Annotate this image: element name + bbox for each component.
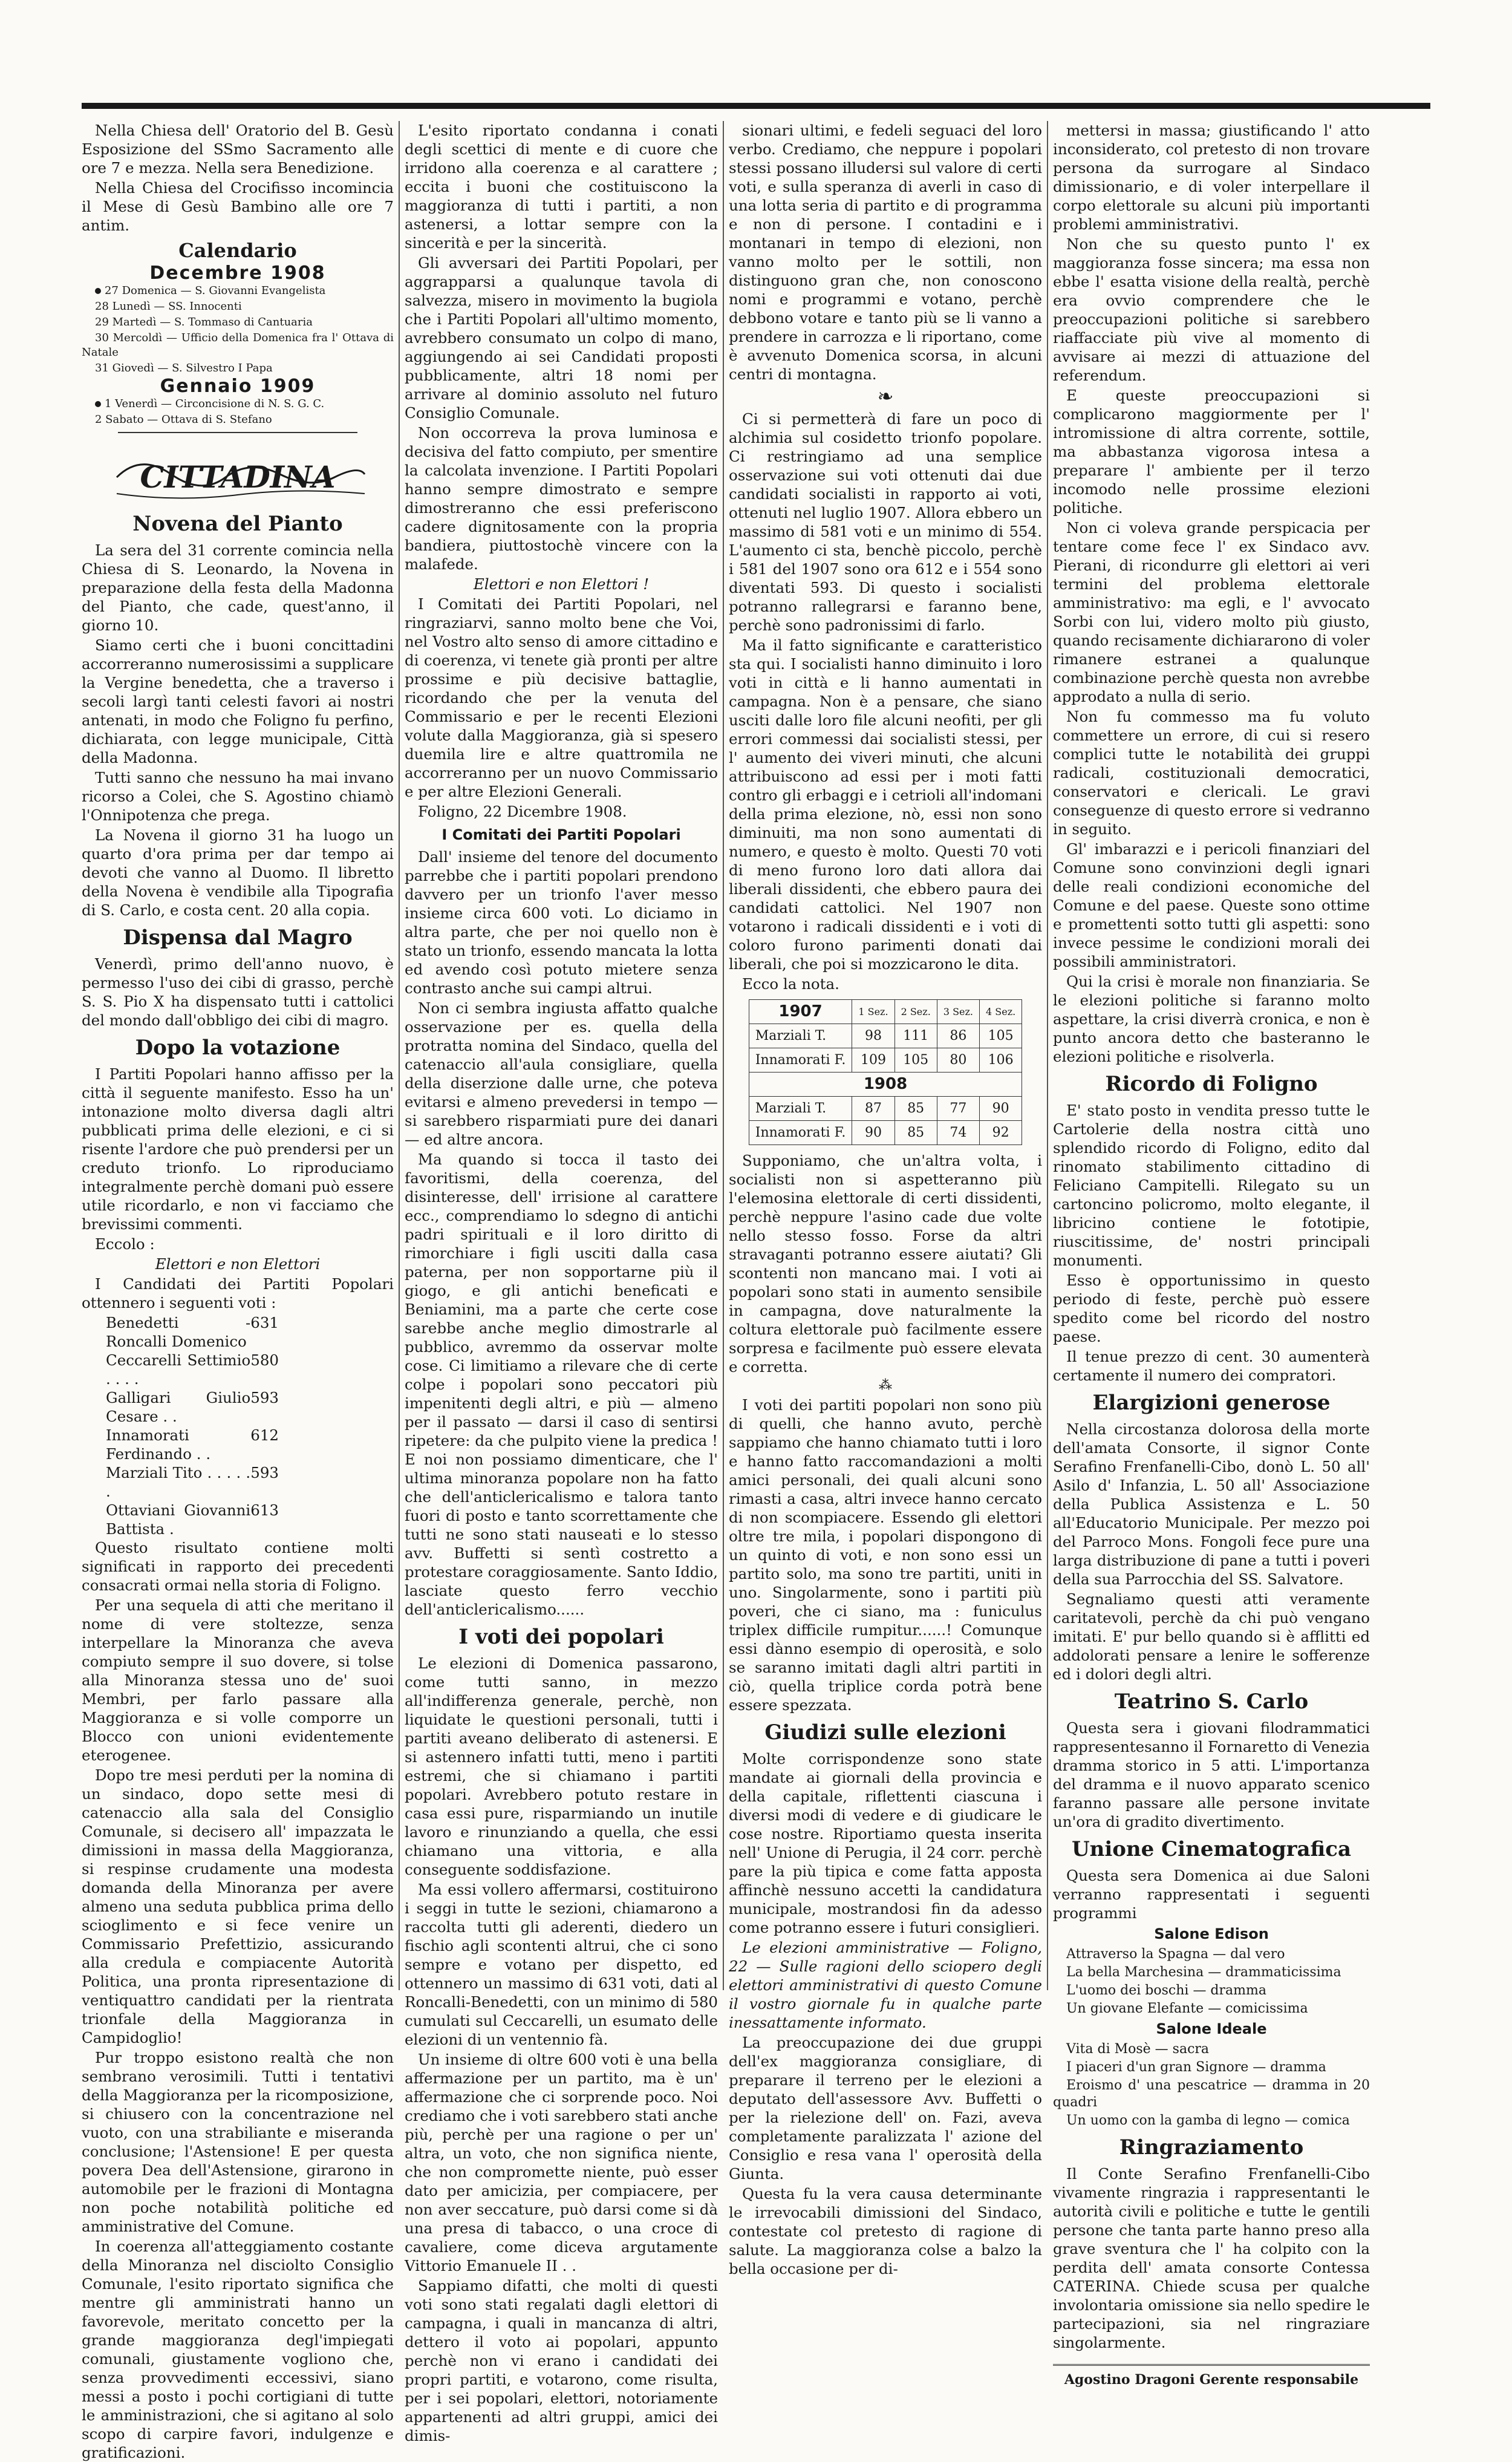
paragraph: I Comitati dei Partiti Popolari, nel ringraziarvi, sanno molto bene che Voi, nel Vostro alto senso di amore cittadino e di coerenza, vi tenete già pronti per altre prossime e più decisive battaglie, ricordando che per la venuta del Commissario e per le recenti Elezioni volute dalla Maggioranza, già si spesero duemila lire e altre quattromila ne accorreranno per un nuovo Commissario e per altre Elezioni Generali.	[405, 595, 718, 800]
program-item: Vita di Mosè — sacra	[1066, 2042, 1210, 2057]
table-row: Innamorati F. 109 105 80 106	[749, 1048, 1022, 1073]
heading-ringraziamento: Ringraziamento	[1119, 2135, 1304, 2160]
paragraph: Nella circostanza dolorosa della morte dell'amata Consorte, il signor Conte Serafino Frenfanelli-Cibo, donò L. 50 all' Asilo d' Infanzia, L. 50 all' Associazione della Publica Assistenza e L. 50 all'Educatorio Municipale. Per mezzo poi del Parroco Mons. Fongoli fece pure una larga distribuzione di pane a tutti i poveri della sua Parrocchia del SS. Salvatore.	[1053, 1420, 1370, 1588]
paragraph: mettersi in massa; giustificando l' atto inconsiderato, col pretesto di non trovare persona da surrogare al Sindaco dimissionario, e di voler interpellare il corpo elettorale su alcuni più importanti problemi amministrativi.	[1053, 122, 1370, 233]
paragraph: Dall' insieme del tenore del documento parrebbe che i partiti popolari prendono davvero per un trionfo l'aver messo insieme circa 600 voti. Lo diciamo in altra parte, che per noi quello non è stato un trionfo, essendo mancata la lotta ed avendo così potuto mietere senza contrasto anche sui campi altrui.	[405, 848, 718, 997]
paragraph: Il tenue prezzo di cent. 30 aumenterà certamente il numero dei compratori.	[1053, 1348, 1370, 1384]
heading-votazione: Dopo la votazione	[135, 1036, 341, 1060]
program-item: L'uomo dei boschi — dramma	[1066, 1983, 1266, 1998]
paragraph: La sera del 31 corrente comincia nella Chiesa di S. Leonardo, la Novena in preparazione della festa della Madonna del Pianto, che cade, quest'anno, il giorno 10.	[82, 541, 394, 634]
calendar-entry: 1 Venerdì — Circoncisione di N. S. G. C.	[82, 397, 394, 411]
paragraph: Non ci voleva grande perspicacia per tentare come fece l' ex Sindaco avv. Pierani, di ricondurre gli elettori ai veri termini del problema elettorale amministrativo: ma egli, e l' avvocato Sorbi con lui, videro molto più giusto, quando recisamente dichiararono di voler rimanere estranei a qualunque combinazione perchè questa non avrebbe approdato a nulla di serio.	[1053, 519, 1370, 705]
paragraph: Venerdì, primo dell'anno nuovo, è permesso l'uso dei cibi di grasso, perchè S. S. Pio X ha dispensato tutti i cattolici del mondo dall'obbligo dei cibi di magro.	[82, 955, 394, 1029]
paragraph: Ci si permetterà di fare un poco di alchimia sul cosidetto trionfo popolare. Ci restringiamo ad una semplice osservazione sui voti ottenuti dai due candidati socialisti in rapporto ai voti, ottenuti nel luglio 1907. Allora ebbero un massimo di 581 voti e un minimo di 554. L'aumento ci sta, benchè piccolo, perchè i 581 del 1907 sono ora 612 e i 554 sono diventati 593. Di questo i socialisti potranno rallegrarsi e faranno bene, perchè sono padronissimi di farlo.	[729, 410, 1042, 634]
paragraph: I voti dei partiti popolari non sono più di quelli, che hanno avuto, perchè sappiamo che hanno chiamato tutti i loro e hanno fatto raccomandazioni a molti amici personali, dei quali alcuni sono rimasti a casa, altri invece hanno cercato di non scompiacere. Essendo gli elettori oltre tre mila, i popolari dispongono di un quinto di voti, e non sono essi un partito solo, ma sono tre partiti, uniti in uno. Singolarmente, sono i partiti più poveri, che ci siano, ma : funiculus triplex difficile rumpitur......! Comunque essi dànno esempio di operosità, e solo se saranno imitati dagli altri partiti in ciò, quella triplice corda potrà bene essere spezzata.	[729, 1396, 1042, 1714]
paragraph: Supponiamo, che un'altra volta, i socialisti non si aspetteranno più l'elemosina elettorale di certi dissidenti, perchè neppure l'asino cade due volte nello stesso fosso. Forse da altri stravaganti potranno essere aiutati? Gli scontenti non mancano mai. I voti ai popolari sono stati in aumento sensibile in campagna, dove naturalmente la coltura elettorale può facilmente essere sorpresa e facilmente può essere elevata e corretta.	[729, 1152, 1042, 1376]
table-header-row	[749, 1000, 1022, 1024]
calendar-entry: 28 Lunedì — SS. Innocenti	[95, 300, 242, 313]
asterism-icon: ⁂	[879, 1378, 892, 1393]
subheading: Elettori e non Elettori !	[473, 575, 650, 593]
calendar-entry: 29 Martedì — S. Tommaso di Cantuaria	[95, 316, 313, 328]
bullet-icon	[95, 401, 101, 407]
candidate-row: Ceccarelli Settimio . . . . 580	[106, 1351, 279, 1388]
paragraph: Tutti sanno che nessuno ha mai invano ricorso a Colei, che S. Agostino chiamò l'Onnipotenza che prega.	[82, 769, 394, 824]
column-4	[1053, 121, 1370, 2388]
subheading: Elettori e non Elettori	[155, 1255, 321, 1273]
paragraph: Gl' imbarazzi e i pericoli finanziari del Comune sono convinzioni degli ignari delle reali condizioni economiche del Comune e del paese. Queste sono ottime e promettenti sotto tutti gli aspetti: sono invece pessime le condizioni morali dei possibili amministratori.	[1053, 840, 1370, 970]
table-year: 1907	[749, 1000, 852, 1024]
top-rule	[82, 103, 1430, 109]
paragraph: Un insieme di oltre 600 voti è una bella affermazione per un partito, ma è un' affermazione che ci sorprende poco. Noi crediamo che i voti sarebbero stati anche più, perchè per una ragione o per un' altra, un voto, che non significa niente, che non compromette niente, può esser dato per amicizia, per compiacere, per non aver seccature, può darsi come si dà una presa di tabacco, o una croce di cavaliere, come diceva argutamente Vittorio Emanuele II . .	[405, 2051, 718, 2274]
bullet-icon	[95, 288, 101, 294]
paragraph: Nella Chiesa dell' Oratorio del B. Gesù Esposizione del SSmo Sacramento alle ore 7 e mezza. Nella sera Benedizione.	[82, 122, 394, 177]
candidate-row: Galligari Giulio Cesare . . 593	[106, 1389, 279, 1425]
paragraph: Ma essi vollero affermarsi, costituirono i seggi in tutte le sezioni, chiamarono a raccolta tutti gli aderenti, diedero un fischio agli scontenti altrui, che ci sono sempre e votano per dispetto, ed ottennero un massimo di 631 voti, dati al Roncalli-Benedetti, con un minimo di 580 cumulati sul Ceccarelli, un esumato delle elezioni di un ventennio fà.	[405, 1881, 718, 2048]
heading-ricordo: Ricordo di Foligno	[1105, 1072, 1318, 1096]
paragraph: Non che su questo punto l' ex maggioranza fosse sincera; ma essa non ebbe l' esatta visione della realtà, perchè era ovvio comprendere che le preoccupazioni politiche si sarebbero riaffacciate più vive al momento di avvisare ai mezzi di attuazione del referendum.	[1053, 235, 1370, 384]
paragraph: sionari ultimi, e fedeli seguaci del loro verbo. Crediamo, che neppure i popolari stessi possano illudersi sul valore di certi voti, e sulla speranza di averli in caso di una lotta seria di partito e di programma e non di persone. I contadini e i montanari in tempo di elezioni, non vanno molto per le sottili, non distinguono gran che, non conoscono nomi e programmi e votano, perchè debbono votare e tanto più se li vanno a prendere in carrozza e li riportano, come è avvenuto Domenica scorsa, in alcuni centri di montagna.	[729, 122, 1042, 383]
heading-voti-popolari: I voti dei popolari	[458, 1625, 664, 1649]
footer-gerente: Agostino Dragoni Gerente responsabile	[1053, 2364, 1370, 2389]
program-item: Un uomo con la gamba di legno — comica	[1066, 2113, 1350, 2128]
calendar-entry: 30 Mercoldì — Ufficio della Domenica fra l' Ottava di Natale	[82, 331, 394, 359]
paragraph: L'esito riportato condanna i conati degli scettici di mente e di cuore che irridono alla coerenza e al carattere ; eccita i buoni che costituiscono la maggioranza di tutti i partiti, a non astenersi, a lottar sempre con la sincerità e per la sincerità.	[405, 122, 718, 252]
heading-magro: Dispensa dal Magro	[123, 926, 353, 950]
program-item: Attraverso la Spagna — dal vero	[1066, 1947, 1285, 1962]
divider	[118, 432, 357, 433]
paragraph: Siamo certi che i buoni concittadini accorreranno numerosissimi a supplicare la Vergine benedetta, che a traverso i secoli largì tanti celesti favori ai nostri antenati, in modo che Foligno fu perfino, dichiarata, con legge municipale, Città della Madonna.	[82, 636, 394, 766]
paragraph: Non occorreva la prova luminosa e decisiva del fatto compiuto, per smentire la calcolata invenzione. I Partiti Popolari hanno sempre dimostrato e sempre dimostreranno che essi preferiscono cadere dignitosamente con la propria bandiera, piuttostochè vincere con la malafede.	[405, 424, 718, 573]
paragraph: Gli avversari dei Partiti Popolari, per aggrapparsi a qualunque tavola di salvezza, misero in movimento la bugiola che i Partiti Popolari all'ultimo momento, avrebbero consumato un colpo di mano, aggiungendo ai sei Candidati proposti pubblicamente, altri 18 nomi per arrivare al dominio assoluto nel futuro Consiglio Comunale.	[405, 254, 718, 422]
candidate-row: Benedetti - Roncalli Domenico 631	[106, 1314, 279, 1350]
calendar-entry: 31 Giovedì — S. Silvestro I Papa	[95, 362, 273, 374]
heading-teatrino: Teatrino S. Carlo	[1114, 1690, 1309, 1714]
paragraph: Le elezioni di Domenica passarono, come tutti sanno, in mezzo all'indifferenza generale, perchè, non liquidate le questioni personali, tutti i partiti aveano deliberato di astenersi. E si astennero infatti tutti, meno i partiti estremi, che si chiamano i partiti popolari. Avrebbero potuto restare in casa essi pure, risparmiando un inutile lavoro e rinunziando a quella, che essi chiamano una vittoria, e alla conseguente soddisfazione.	[405, 1654, 718, 1878]
paragraph: E' stato posto in vendita presso tutte le Cartolerie della nostra città uno splendido ricordo di Foligno, edito dal rinomato stabilimento cittadino di Feliciano Campitelli. Rilegato su un cartoncino policromo, molto elegante, il libricino contiene le fototipie, riuscitissime, de' nostri principali monumenti.	[1053, 1102, 1370, 1269]
program-item: La bella Marchesina — drammaticissima	[1066, 1965, 1341, 1980]
calendar-entry: 2 Sabato — Ottava di S. Stefano	[95, 413, 272, 426]
table-row: Innamorati F. 90 85 74 92	[749, 1121, 1022, 1145]
paragraph: Per una sequela di atti che meritano il nome di vere stoltezze, senza interpellare la Minoranza che aveva compiuto sempre il suo dovere, si tolse alla Minoranza stessa uno de' suoi Membri, per farlo passare alla Maggioranza e si volle comporre un Blocco con unioni evidentemente eterogenee.	[82, 1596, 394, 1764]
paragraph: La preoccupazione dei due gruppi dell'ex maggioranza consigliare, di preparare il terreno per le elezioni a deputato dell'assessore Avv. Buffetti o per la rielezione dell' on. Fazi, aveva completamente paralizzata l' azione del Consiglio e resa vana l' operosità della Giunta.	[729, 2034, 1042, 2183]
table-year: 1908	[749, 1073, 1022, 1097]
calendar-month: Decembre 1908	[149, 263, 326, 284]
paragraph: Esso è opportunissimo in questo periodo di feste, perchè può essere spedito come bel ricordo del nostro paese.	[1053, 1272, 1370, 1345]
heading-elargizioni: Elargizioni generose	[1092, 1391, 1331, 1415]
dateline: Foligno, 22 Dicembre 1908.	[418, 803, 627, 820]
votes-table	[749, 999, 1022, 1145]
venue-title: Salone Edison	[1154, 1925, 1269, 1942]
paragraph: E queste preoccupazioni si complicarono maggiormente per l' intromissione di altra corrente, sottile, ma abbastanza vigorosa intesa a preparare l' ambiente per il terzo incomodo nelle prossime elezioni politiche.	[1053, 387, 1370, 517]
candidate-row: Innamorati Ferdinando . . 612	[106, 1426, 279, 1463]
table-row: Marziali T. 98 111 86 105	[749, 1024, 1022, 1048]
paragraph: Sappiamo difatti, che molti di questi voti sono stati regalati dagli elettori di campagna, i quali in mancanza di altri, dettero il voto ai popolari, appunto perchè non vi erano i candidati dei propri partiti, e votarono, come risulta, per i sei popolari, elettori, notoriamente appartenenti ad altri gruppi, amici dei dimis-	[405, 2277, 718, 2444]
paragraph: Questa fu la vera causa determinante le irrevocabili dimissioni del Sindaco, contestate col pretesto di ragione di salute. La maggioranza colse a balzo la bella occasione per di-	[729, 2185, 1042, 2278]
paragraph: Non ci sembra ingiusta affatto qualche osservazione per es. quella della protratta nomina del Sindaco, quella del catenaccio all'aula consigliare, quella della diserzione dalle urne, che poteva evitarsi e almeno prevedersi in tempo — si sarebbero risparmiati pure dei danari — ed altre ancora.	[405, 999, 718, 1148]
paragraph: Dopo tre mesi perduti per la nomina di un sindaco, dopo sette mesi di catenaccio alla sala del Consiglio Comunale, si decisero all' impazzata le dimissioni in massa della Maggioranza, si respinse crudamente una modesta domanda della Minoranza per avere almeno una seduta pubblica prima dello scioglimento e si fece venire un Commissario Prefettizio, assicurando alla credula e compiacente Autorità Politica, una pronta ripresentazione di ventiquattro candidati per la rientrata trionfale della Maggioranza in Campidoglio!	[82, 1766, 394, 2046]
svg-text:CITTADINA: CITTADINA	[140, 459, 336, 495]
paragraph: Le elezioni amministrative — Foligno, 22 — Sulle ragioni dello sciopero degli elettori amministrativi di questo Comune il vostro giornale fu in qualche parte inessattamente informato.	[729, 1939, 1042, 2031]
paragraph: Eccolo :	[95, 1235, 155, 1253]
program-item: Un giovane Elefante — comicissima	[1066, 2001, 1308, 2016]
section-masthead-logo	[82, 450, 394, 504]
candidate-row: Ottaviani Giovanni Battista . 613	[106, 1501, 279, 1538]
heading-unione: Unione Cinematografica	[1071, 1837, 1352, 1861]
calendar-entry: 27 Domenica — S. Giovanni Evangelista	[82, 284, 394, 298]
column-3	[729, 121, 1042, 2278]
paragraph: Ma il fatto significante e caratteristico sta qui. I socialisti hanno diminuito i loro voti in città e li hanno aumentati in campagna. Non è a pensare, che siano usciti dalle loro file alcuni neofiti, per gli errori commessi dai socialisti stessi, per l' aumento dei viveri minuti, che alcuni attribuiscono ad essi per i moti fatti contro gli erbaggi e i cetrioli all'indomani della prima elezione, nò, essi non sono diminuiti, ma non sono aumentati di numero, e questo è molto. Questi 70 voti di meno furono loro dati allora dai liberali dissidenti, che ebbero paura dei candidati cattolici. Nel 1907 non votarono i radicali dissidenti e i voti di coloro furono parimenti donati dai liberali, che poi si mozzicarono le dita.	[729, 636, 1042, 973]
paragraph: Questa sera Domenica ai due Saloni verranno rappresentati i seguenti programmi	[1053, 1867, 1370, 1922]
cittadina-logo-icon	[105, 450, 371, 504]
newspaper-page	[82, 103, 1430, 2461]
column-1	[82, 121, 394, 2461]
table-header: 4 Sez.	[980, 1000, 1022, 1024]
paragraph: Il Conte Serafino Frenfanelli-Cibo vivamente ringrazia i rappresentanti le autorità civili e politiche e tutte le gentili persone che tanta parte hanno preso alla grave sventura che l' ha colpito con la perdita dell' amata consorte Contessa CATERINA. Chiede scusa per qualche involontaria omissione sia nello spedire le partecipazioni, sia nel ringraziare singolarmente.	[1053, 2165, 1370, 2351]
paragraph: In coerenza all'atteggiamento costante della Minoranza nel disciolto Consiglio Comunale, l'esito riportato significa che mentre gli amministrati hanno un favorevole, meritato concetto per la grande maggioranza degl'impiegati comunali, giustamente vogliono che, senza provvedimenti eccessivi, siano messi a posto i pochi cortigiani di tutte le amministrazioni, che si agitano al solo scopo di carpire favori, indulgenze e gratificazioni.	[82, 2238, 394, 2461]
table-header: 2 Sez.	[894, 1000, 937, 1024]
paragraph: Segnaliamo questi atti veramente caritatevoli, perchè da chi può vengano imitati. E' pur bello quando si è afflitti ed addolorati pensare a lenire le sofferenze ed i dolori degli altri.	[1053, 1590, 1370, 1683]
table-row	[749, 1073, 1022, 1097]
paragraph: Pur troppo esistono realtà che non sembrano verosimili. Tutti i tentativi della Maggioranza per la ricomposizione, si chiusero con la concentrazione nel vuoto, con una strabiliante e miseranda conclusione; l'Astensione! E per questa povera Dea dell'Astensione, girarono in automobile per le frazioni di Montagna non poche notabilità politiche ed amministrative del Comune.	[82, 2049, 394, 2235]
calendar-month: Gennaio 1909	[160, 376, 316, 397]
paragraph: Nella Chiesa del Crocifisso incomincia il Mese di Gesù Bambino alle ore 7 antim.	[82, 179, 394, 234]
table-row: Marziali T. 87 85 77 90	[749, 1097, 1022, 1121]
table-header: 1 Sez.	[852, 1000, 894, 1024]
venue-title: Salone Ideale	[1156, 2020, 1267, 2037]
paragraph: Non fu commesso ma fu voluto commettere un errore, di cui si resero complici tutte le notabilità dei gruppi radicali, costituzionali democratici, conservatori e clericali. Le gravi conseguenze di questo errore si vedranno in seguito.	[1053, 708, 1370, 838]
paragraph: Qui la crisi è morale non finanziaria. Se le elezioni politiche si faranno molto aspettare, la crisi diverrà cronica, e non è punto ancora detto che basteranno le elezioni politiche e risolverla.	[1053, 973, 1370, 1065]
paragraph: Ma quando si tocca il tasto dei favoritismi, della coerenza, del disinteresse, dell' irrisione al carattere ecc., comprendiamo lo sdegno di antichi padri spirituali e il loro diritto di rimorchiare i figli usciti dalla casa paterna, per non sopportarne più il giogo, e gli antichi beneficati e Beniamini, ma a parte che certe cose sarebbe anche meglio dimostrarle al pubblico, avremmo da osservar molte cose. Ci limitiamo a rilevare che di certe colpe i popolari sono peccatori più impenitenti degli altri, e più — almeno per il passato — darsi il caso di sentirsi ripetere: da che pulpito viene la predica ! E noi non possiamo dimenticare, che l' ultima minoranza popolare non ha fatto che dell'anticlericalismo e talora tanto fuori di posto e tanto scorrettamente che tutti ne sono stati nauseati e lo stesso avv. Buffetti si sentì costretto a protestare coraggiosamente. Santo Iddio, lasciate questo ferro vecchio dell'anticlericalismo......	[405, 1151, 718, 1618]
signature: I Comitati dei Partiti Popolari	[442, 826, 681, 843]
paragraph: Questo risultato contiene molti significati in rapporto dei precedenti consacrati ormai nella storia di Foligno.	[82, 1539, 394, 1594]
program-item: I piaceri d'un gran Signore — dramma	[1066, 2060, 1326, 2075]
paragraph: I Candidati dei Partiti Popolari ottennero i seguenti voti :	[82, 1275, 394, 1311]
paragraph: Questa sera i giovani filodrammatici rappresentesanno il Fornaretto di Venezia dramma storico in 5 atti. L'importanza del dramma e il nuovo apparato scenico faranno passare alle persone invitate un'ora di gradito divertimento.	[1053, 1719, 1370, 1830]
paragraph: La Novena il giorno 31 ha luogo un quarto d'ora prima per dar tempo ai devoti che vanno al Duomo. Il libretto della Novena è vendibile alla Tipografia di S. Carlo, e costa cent. 20 alla copia.	[82, 826, 394, 919]
table-header: 3 Sez.	[937, 1000, 979, 1024]
paragraph: Ecco la nota.	[742, 975, 839, 993]
fleuron-icon: ❧	[877, 385, 894, 408]
heading-giudizi: Giudizi sulle elezioni	[764, 1720, 1006, 1745]
program-item: Eroismo d' una pescatrice — dramma in 20 quadri	[1053, 2078, 1370, 2110]
column-2	[405, 121, 718, 2444]
candidate-row: Marziali Tito . . . . . . 593	[106, 1464, 279, 1500]
paragraph: Molte corrispondenze sono state mandate ai giornali della provincia e della capitale, riflettenti ciascuna i diversi modi di vedere e di giudicare le cose nostre. Riportiamo questa inserita nell' Unione di Perugia, il 24 corr. perchè pare la più tipica e come fatta apposta affinchè nessuno accetti la candidatura municipale, mostrandosi fin da adesso come potranno essere i futuri consiglieri.	[729, 1750, 1042, 1936]
calendar-title: Calendario	[178, 239, 297, 262]
heading-novena: Novena del Pianto	[132, 512, 343, 536]
paragraph: I Partiti Popolari hanno affisso per la città il seguente manifesto. Esso ha un' intonazione molto diversa dagli altri pubblicati prima delle elezioni, e ci si risente l'ardore che può prendersi per un creduto trionfo. Lo riproduciamo integralmente perchè domani può essere utile ricordarlo, e non vi facciamo che brevissimi commenti.	[82, 1065, 394, 1233]
